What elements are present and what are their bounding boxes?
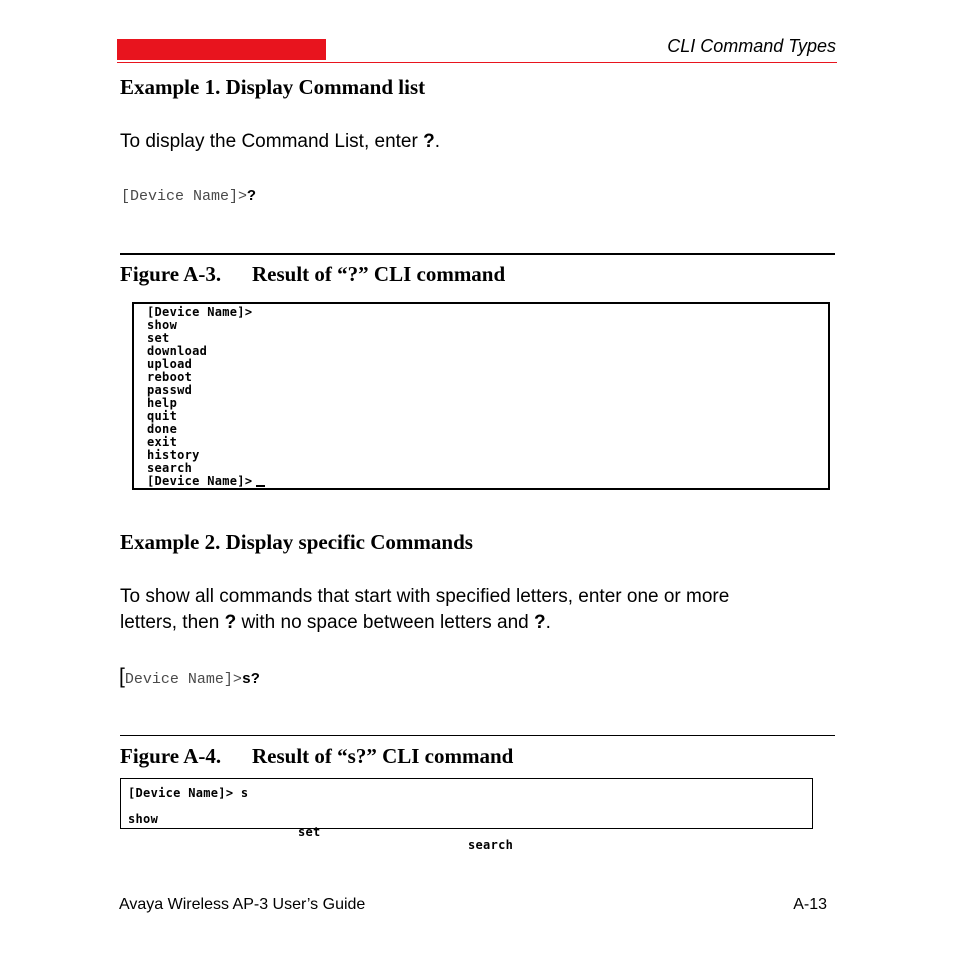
terminal-line: reboot xyxy=(147,370,193,384)
figure3-number: Figure A-3. xyxy=(120,262,222,286)
header-rule xyxy=(117,62,837,63)
terminal-result-item: show xyxy=(128,812,159,826)
footer-guide-title: Avaya Wireless AP-3 User’s Guide xyxy=(119,896,366,913)
example1-code-cmd: ? xyxy=(247,188,257,205)
figure3-title: Result of “?” CLI command xyxy=(252,262,506,286)
terminal-line: show xyxy=(147,318,178,332)
example1-text-key: ? xyxy=(423,131,435,152)
terminal-line: download xyxy=(147,344,208,358)
figure3-rule xyxy=(120,253,835,255)
figure3-terminal xyxy=(132,302,830,490)
header-red-bar xyxy=(117,39,326,60)
terminal-last-prompt: [Device Name]> xyxy=(147,474,253,488)
figure4-terminal xyxy=(120,778,813,852)
example2-text-c: . xyxy=(545,612,551,633)
example2-code-bracket: [ xyxy=(119,665,125,688)
terminal-cursor xyxy=(256,485,265,487)
figure4-title: Result of “s?” CLI command xyxy=(252,744,514,768)
example2-heading: Example 2. Display specific Commands xyxy=(120,530,473,554)
terminal-line: [Device Name]> xyxy=(147,305,253,319)
example2-text-b: with no space between letters and xyxy=(236,612,535,633)
example2-text xyxy=(120,584,840,636)
terminal-prompt-line: [Device Name]> s xyxy=(128,786,249,800)
example1-text-after: . xyxy=(434,131,440,152)
terminal-line: upload xyxy=(147,357,193,371)
example2-text-a: letters, then xyxy=(120,612,225,633)
example2-text-line1: To show all commands that start with specified letters, enter one or more xyxy=(120,586,730,607)
figure4-rule xyxy=(120,735,835,736)
example1-code xyxy=(121,188,256,205)
figure4-number: Figure A-4. xyxy=(120,744,222,768)
terminal-line: quit xyxy=(147,409,178,423)
terminal-line: done xyxy=(147,422,178,436)
terminal-line: exit xyxy=(147,435,178,449)
example1-code-prompt: [Device Name]> xyxy=(121,188,248,205)
terminal-line: history xyxy=(147,448,200,462)
figure3-caption xyxy=(120,262,505,287)
terminal-line: help xyxy=(147,396,178,410)
terminal-result-item: search xyxy=(468,838,514,852)
example2-code xyxy=(119,665,260,689)
example2-text-key2: ? xyxy=(534,612,546,633)
example1-heading: Example 1. Display Command list xyxy=(120,75,426,99)
example1-text xyxy=(120,129,440,155)
footer-page-number: A-13 xyxy=(793,896,827,913)
terminal-line: passwd xyxy=(147,383,193,397)
terminal-last-prompt-line xyxy=(147,475,828,488)
terminal-line: set xyxy=(147,331,170,345)
example2-code-cmd: s? xyxy=(241,671,260,688)
example2-text-line2 xyxy=(120,610,840,636)
terminal-results-line xyxy=(128,800,812,852)
figure4-caption xyxy=(120,744,513,769)
terminal-result-item: set xyxy=(298,825,321,839)
example1-text-before: To display the Command List, enter xyxy=(120,131,424,152)
header-title: CLI Command Types xyxy=(667,36,836,56)
example2-code-prompt: Device Name]> xyxy=(124,671,242,688)
terminal-line: search xyxy=(147,461,193,475)
example2-text-key1: ? xyxy=(224,612,237,633)
